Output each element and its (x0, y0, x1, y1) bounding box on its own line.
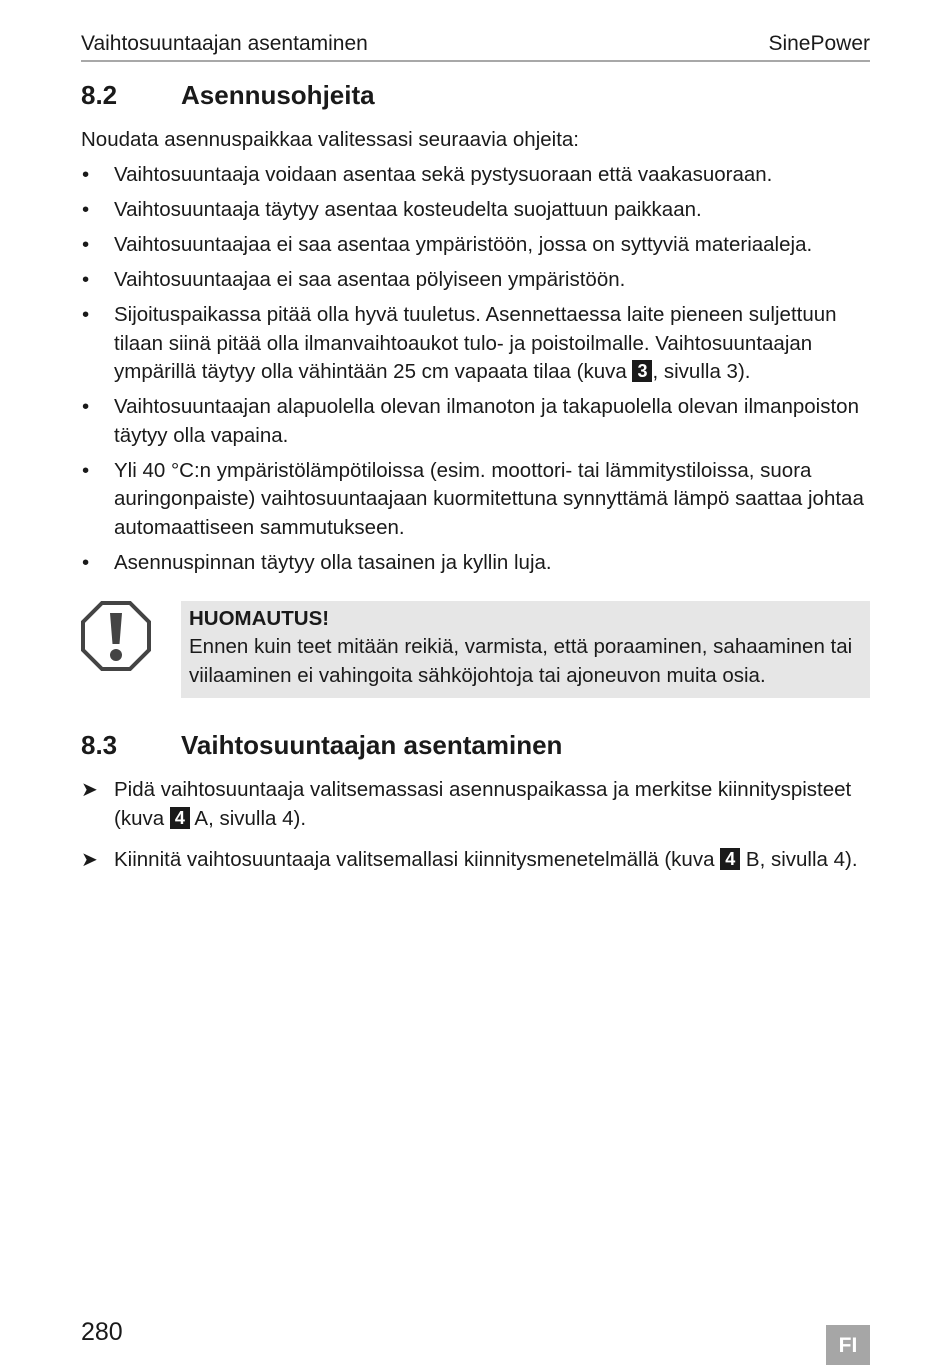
page-number: 280 (81, 1318, 123, 1346)
step-arrow-icon: ➤ (81, 849, 98, 871)
list-item (81, 266, 870, 295)
section-title: Asennusohjeita (181, 80, 375, 110)
bullet-mark: • (82, 550, 90, 574)
list-item (81, 457, 870, 543)
list-item-text: Vaihtosuuntaaja täytyy asentaa kosteudelta suojattuun paikkaan. (114, 198, 702, 221)
notice-title: HUOMAUTUS! (189, 607, 330, 630)
figure-reference-badge: 4 (170, 807, 190, 829)
section-title: Vaihtosuuntaajan asentaminen (181, 730, 563, 760)
list-item-text-start: Sijoituspaikassa pitää olla hyvä tuuletus. Asennettaessa laite pieneen suljettuun tilaan siinä pitää olla ilmanvaihtoaukot tulo- ja poistoilmalle. Vaihtosuuntaajan ympärillä täytyy olla vähintään 25 cm vapaata tilaa (kuva (114, 303, 837, 383)
list-item-text: Vaihtosuuntaajaa ei saa asentaa ympäristöön, jossa on syttyviä materiaaleja. (114, 233, 813, 256)
installation-guidelines-list (81, 161, 870, 584)
notice-text: Ennen kuin teet mitään reikiä, varmista, että poraaminen, sahaaminen tai viilaaminen ei vahingoita sähköjohtoja tai ajoneuvon muita osia. (189, 635, 853, 687)
list-item (81, 231, 870, 260)
list-item (81, 393, 870, 450)
list-item-text: Vaihtosuuntaajan alapuolella olevan ilmanoton ja takapuolella olevan ilmanpoiston täytyy olla vapaina. (114, 395, 859, 447)
step-text-start: Kiinnitä vaihtosuuntaaja valitsemallasi kiinnitysmenetelmällä (kuva (114, 848, 721, 871)
list-item (81, 549, 870, 578)
list-item-text: Asennuspinnan täytyy olla tasainen ja kyllin luja. (114, 550, 552, 574)
bullet-mark: • (82, 303, 90, 326)
list-item-text-end: , sivulla 3). (652, 360, 751, 383)
language-tab: FI (826, 1325, 870, 1365)
section-number: 8.2 (81, 80, 118, 110)
list-item-text: Yli 40 °C:n ympäristölämpötiloissa (esim. moottori- tai lämmitystiloissa, suora auringonpaiste) vaihtosuuntaajaan kuormitettuna synnyttämä lämpö saattaa johtaa automaattiseen sammutukseen. (114, 458, 864, 539)
list-item (81, 846, 870, 875)
notice-box (181, 601, 870, 698)
header-chapter-title: Vaihtosuuntaajan asentaminen (81, 32, 368, 55)
header-product-name: SinePower (768, 32, 870, 55)
bullet-mark: • (82, 268, 90, 291)
step-text-start: Pidä vaihtosuuntaaja valitsemassasi asennuspaikassa ja merkitse kiinnityspisteet (kuva (114, 778, 852, 830)
bullet-mark: • (82, 233, 90, 256)
figure-reference-badge: 3 (632, 360, 652, 382)
list-item (81, 196, 870, 225)
step-text-end: A, sivulla 4). (189, 806, 307, 830)
page-header (81, 30, 870, 62)
list-item-text: Vaihtosuuntaajaa ei saa asentaa pölyiseen ympäristöön. (114, 268, 626, 291)
installation-steps-list (81, 776, 870, 888)
intro-paragraph: Noudata asennuspaikkaa valitessasi seuraavia ohjeita: (81, 128, 580, 151)
step-arrow-icon: ➤ (81, 779, 98, 801)
list-item (81, 776, 870, 833)
bullet-mark: • (82, 163, 90, 186)
bullet-mark: • (82, 458, 90, 482)
list-item (81, 301, 870, 387)
list-item-text: Vaihtosuuntaaja voidaan asentaa sekä pystysuoraan että vaakasuoraan. (114, 163, 773, 186)
step-text (114, 848, 858, 871)
bullet-mark: • (82, 198, 90, 221)
step-text (114, 778, 851, 830)
list-item-text (114, 303, 837, 383)
section-number: 8.3 (81, 730, 118, 760)
exclamation-octagon-icon (80, 600, 152, 672)
bullet-mark: • (82, 395, 90, 418)
figure-reference-badge: 4 (720, 848, 740, 870)
step-text-end: B, sivulla 4). (740, 848, 858, 871)
list-item (81, 161, 870, 190)
